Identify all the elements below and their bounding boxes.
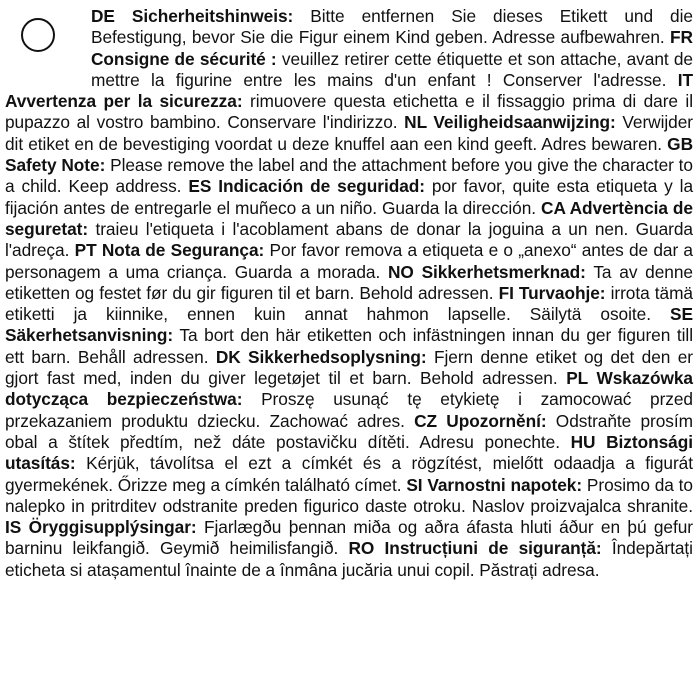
section-heading-es: ES Indicación de seguridad:	[188, 176, 425, 197]
section-text-si: Prosimo da to nalepko in pritrditev odstranite preden figurico daste otroku. Naslov proizvajalca shranite.	[5, 474, 693, 516]
section-text-cz: Odstraňte prosím obal a štítek předtím, než dáte postavičku dítěti. Adresu ponechte.	[5, 410, 693, 452]
section-text-gb: Please remove the label and the attachment before you give the character to a child. Keep address.	[5, 155, 693, 197]
section-text-is: Fjarlægðu þennan miða og aðra áfasta hluti áður en þú gefur barninu leikfangið. Geymið heimilisfangið.	[5, 517, 693, 559]
section-text-it: rimuovere questa etichetta e il fissaggio prima di dare il pupazzo al vostro bambino. Conservare l'indirizzo.	[5, 91, 693, 133]
section-text-fi: irrota tämä etiketti ja kiinnike, ennen kuin annat hahmon lapselle. Säilytä osoite.	[5, 282, 693, 325]
section-text-ro: Îndepărtați eticheta si atașamentul înainte de a înmâna jucăria unui copil. Păstrați adresa.	[5, 538, 693, 580]
section-heading-si: SI Varnostni napotek:	[406, 474, 583, 495]
section-text-se: Ta bort den här etiketten och infästningen innan du ger figuren till ett barn. Behåll adressen.	[5, 325, 693, 367]
section-text-de: Bitte entfernen Sie dieses Etikett und die Befestigung, bevor Sie die Figur einem Kind geben. Adresse aufbewahren.	[91, 6, 693, 48]
section-text-ca: traieu l'etiqueta i l'acoblament abans de donar la joguina a un nen. Guarda l'adreça.	[5, 218, 693, 261]
hole-indent-spacer	[5, 6, 91, 70]
section-heading-pt: PT Nota de Segurança:	[74, 240, 265, 261]
section-heading-no: NO Sikkerhetsmerknad:	[387, 261, 586, 282]
section-heading-fr: FR Consigne de sécurité :	[91, 27, 693, 69]
section-text-fr: veuillez retirer cette étiquette et son attache, avant de mettre la figurine entre les mains d'un enfant ! Conserver l'adresse.	[91, 48, 693, 90]
section-heading-cz: CZ Upozornění:	[414, 410, 547, 431]
section-heading-se: SE Säkerhetsanvisning:	[5, 304, 693, 346]
section-text-pt: Por favor remova a etiqueta e o „anexo“ antes de dar a personagem a uma criança. Guarda a morada.	[5, 240, 693, 282]
section-heading-is: IS Öryggisupplýsingar:	[5, 517, 197, 538]
section-heading-nl: NL Veiligheidsaanwijzing:	[404, 112, 616, 133]
section-text-no: Ta av denne etiketten og festet før du gir figuren til et barn. Behold adressen.	[5, 261, 693, 303]
safety-text-block	[5, 6, 693, 581]
section-text-hu: Kérjük, távolítsa el ezt a címkét és a rögzítést, mielőtt odaadja a figurát gyermekének. Őrizze meg a címkén található címet.	[5, 453, 693, 495]
section-heading-de: DE Sicherheitshinweis:	[91, 6, 294, 26]
section-heading-pl: PL Wskazówka dotycząca bezpieczeństwa:	[5, 368, 693, 410]
section-text-es: por favor, quite esta etiqueta y la fijación antes de entregarle el muñeco a un niño. Guarda la dirección.	[5, 176, 693, 218]
section-text-nl: Verwijder dit etiket en de bevestiging voordat u deze knuffel aan een kind geeft. Adres bewaren.	[5, 112, 693, 154]
section-heading-ca: CA Advertència de seguretat:	[5, 197, 693, 239]
section-heading-hu: HU Biztonsági utasítás:	[5, 431, 693, 474]
section-text-dk: Fjern denne etiket og det den er gjort fast med, inden du giver legetøjet til et barn. Behold adressen.	[5, 346, 693, 389]
section-heading-ro: RO Instrucțiuni de siguranță:	[348, 538, 602, 559]
section-heading-gb: GB Safety Note:	[5, 133, 693, 176]
section-heading-fi: FI Turvaohje:	[498, 282, 606, 303]
section-heading-dk: DK Sikkerhedsoplysning:	[215, 346, 427, 367]
section-text-pl: Proszę usunąć tę etykietę i zamocować przed przekazaniem produktu dziecku. Zachować adres.	[5, 389, 693, 431]
section-heading-it: IT Avvertenza per la sicurezza:	[5, 69, 693, 112]
